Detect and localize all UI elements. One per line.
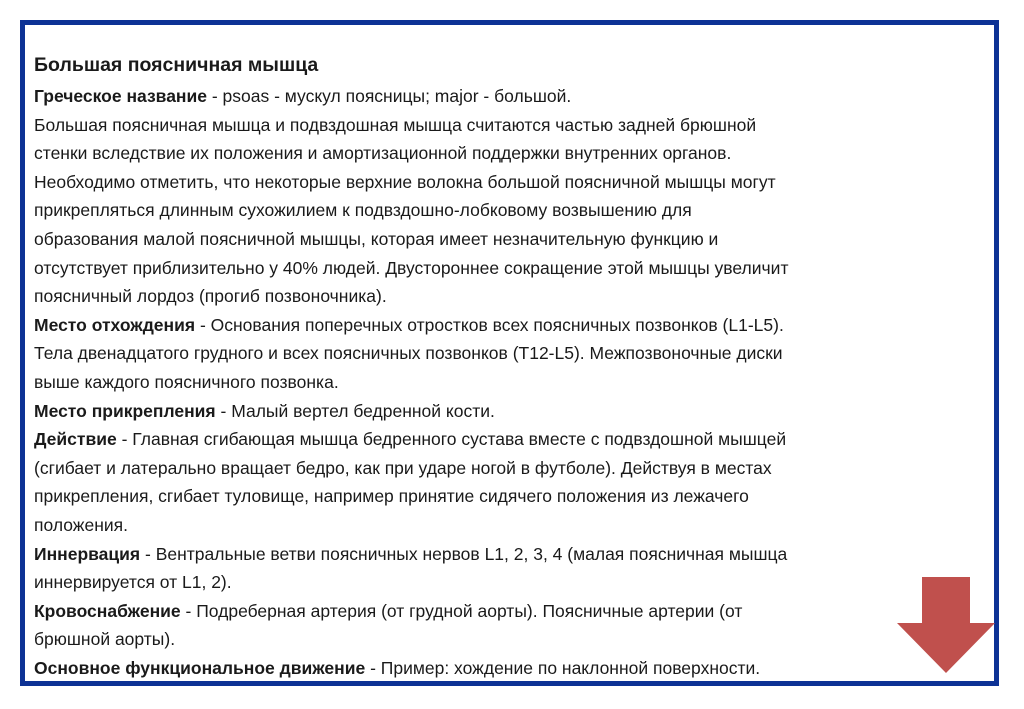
text-line [34,540,964,569]
text-line [34,82,964,111]
document-title: Большая поясничная мышца [34,54,319,76]
content-frame [20,20,999,686]
field-label: Основное функциональное движение [34,657,366,678]
field-label: Иннервация [34,543,141,564]
text-line [34,196,964,225]
field-text: прикрепляться длинным сухожилием к подвздошно-лобковому возвышению для [34,200,692,221]
field-label: Греческое название [34,86,207,106]
arrow-down-icon[interactable] [897,577,995,673]
field-label: Место отхождения [34,314,196,335]
text-line [34,511,964,540]
text-line [34,339,964,368]
field-text: Большая поясничная мышца и подвздошная мышца считаются частью задней брюшной [34,114,757,135]
field-text: - Подреберная артерия (от грудной аорты). Поясничные артерии (от [180,600,743,621]
field-text: Необходимо отметить, что некоторые верхние волокна большой поясничной мышцы могут [34,171,776,192]
text-line [34,168,964,197]
text-line [34,625,964,654]
field-text: - psoas - мускул поясницы; major - большой. [206,86,572,106]
field-text: отсутствует приблизительно у 40% людей. Двустороннее сокращение этой мышцы увеличит [34,257,789,278]
field-text: - Вентральные ветви поясничных нервов L1, 2, 3, 4 (малая поясничная мышца [140,543,788,564]
text-line [34,654,964,683]
text-line [34,368,964,397]
text-lines [34,82,964,682]
text-line [34,139,964,168]
field-text: положения. [34,514,128,535]
field-text: стенки вследствие их положения и амортизационной поддержки внутренних органов. [34,143,732,164]
field-text: образования малой поясничной мышцы, которая имеет незначительную функцию и [34,228,719,249]
text-line [34,282,964,311]
field-text: прикрепления, сгибает туловище, например принятие сидячего положения из лежачего [34,486,749,507]
text-line [34,568,964,597]
field-text: иннервируется от L1, 2). [34,572,232,593]
text-line [34,111,964,140]
text-line [34,254,964,283]
field-text: - Главная сгибающая мышца бедренного сустава вместе с подвздошной мышцей [116,429,787,450]
text-line [34,482,964,511]
arrow-down-shape [897,577,995,673]
field-label: Место прикрепления [34,400,216,421]
text-line [34,225,964,254]
field-text: - Основания поперечных отростков всех поясничных позвонков (L1-L5). [195,314,784,335]
field-label: Действие [34,429,117,450]
text-line [34,425,964,454]
field-text: - Пример: хождение по наклонной поверхности. [365,657,761,678]
field-text: поясничный лордоз (прогиб позвоночника). [34,286,387,307]
text-line [34,597,964,626]
field-label: Кровоснабжение [34,600,181,621]
field-text: (сгибает и латерально вращает бедро, как при ударе ногой в футболе). Действуя в местах [34,457,772,478]
text-line [34,454,964,483]
field-text: Тела двенадцатого грудного и всех поясничных позвонков (T12-L5). Межпозвоночные диски [34,343,783,364]
text-body [34,49,964,682]
text-line [34,397,964,426]
field-text: брюшной аорты). [34,629,176,650]
field-text: выше каждого поясничного позвонка. [34,371,339,392]
text-line [34,311,964,340]
field-text: - Малый вертел бедренной кости. [215,400,495,421]
